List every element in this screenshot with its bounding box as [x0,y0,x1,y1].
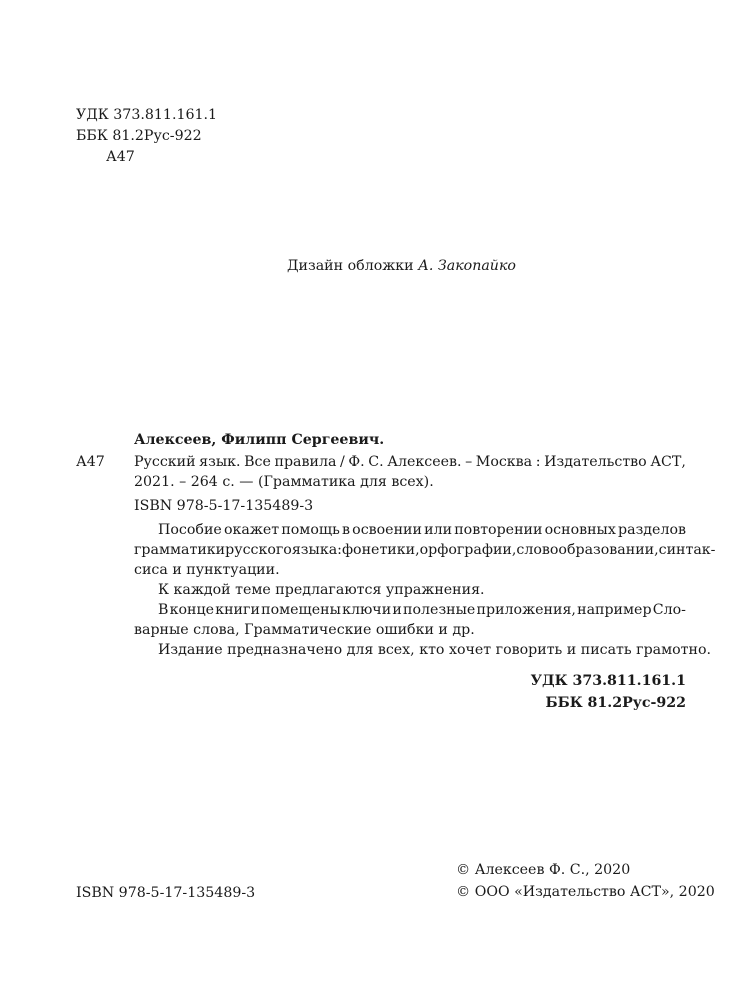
word: полезные [403,602,476,618]
word: конце [169,602,215,618]
word: Пособие [158,522,222,538]
isbn-footer: ISBN 978-5-17-135489-3 [76,885,256,901]
annotation-line [134,540,716,560]
bibliographic-record [134,452,716,660]
copyright-publisher: © ООО «Издательство АСТ», 2020 [456,884,715,900]
copyright-author: © Алексеев Ф. С., 2020 [456,862,631,878]
record-author-sign: А47 [76,454,105,470]
word: / [340,454,345,470]
word: фонетики, [341,542,420,558]
word: грамматики [134,542,226,558]
word: Москва [475,454,533,470]
udk-code: УДК 373.811.161.1 [530,673,686,689]
word: помощь [281,522,340,538]
cover-design-credit [287,256,516,276]
word: Ф. [348,454,365,470]
word: разделов [618,522,686,538]
word: повторении [454,522,543,538]
annotation-line: К каждой теме предлагаются упражнения. [158,582,485,598]
word: Алексеев. [387,454,462,470]
word: русского [225,542,292,558]
word: орфографии, [419,542,517,558]
word: в [341,522,350,538]
copyright-block [456,860,715,904]
word: языка: [291,542,342,558]
cover-design-label: Дизайн обложки [287,258,414,274]
word: Сло- [652,602,686,618]
author-sign: А47 [106,149,135,165]
record-title-line-1 [134,452,686,472]
word: например [577,602,652,618]
bbk-code: ББК 81.2Рус-922 [545,695,686,711]
word: приложения, [476,602,576,618]
word: окажет [223,522,280,538]
word: основных [544,522,616,538]
record-author: Алексеев, Филипп Сергеевич. [134,432,385,448]
word: : [535,454,541,470]
word: язык. [199,454,241,470]
word: освоении [352,522,422,538]
word: синтак- [658,542,716,558]
word: Издательство [544,454,647,470]
record-title-line-2: 2021. – 264 с. — (Грамматика для всех). [134,474,434,490]
annotation-line: варные слова, Грамматические ошибки и др. [134,622,475,638]
annotation-line: сиса и пунктуации. [134,562,280,578]
word: помещены [261,602,341,618]
record-isbn: ISBN 978-5-17-135489-3 [134,498,314,514]
udk-code: УДК 373.811.161.1 [76,107,218,123]
word: Все [244,454,271,470]
annotation-line: Издание предназначено для всех, кто хочет говорить и писать грамотно. [158,642,712,658]
classification-codes-top [76,105,217,168]
classification-codes-bottom [530,671,686,715]
word: – [465,454,473,470]
bbk-code: ББК 81.2Рус-922 [76,128,202,144]
word: и [392,602,402,618]
word: АСТ, [650,454,686,470]
word: или [424,522,453,538]
cover-designer-name: А. Закопайко [418,258,516,274]
word: Русский [134,454,196,470]
word: В [158,602,169,618]
word: словообразовании, [516,542,659,558]
word: ключи [342,602,392,618]
annotation-line [134,520,686,540]
word: правила [274,454,337,470]
word: С. [368,454,384,470]
annotation-line [134,600,686,620]
word: книги [215,602,260,618]
